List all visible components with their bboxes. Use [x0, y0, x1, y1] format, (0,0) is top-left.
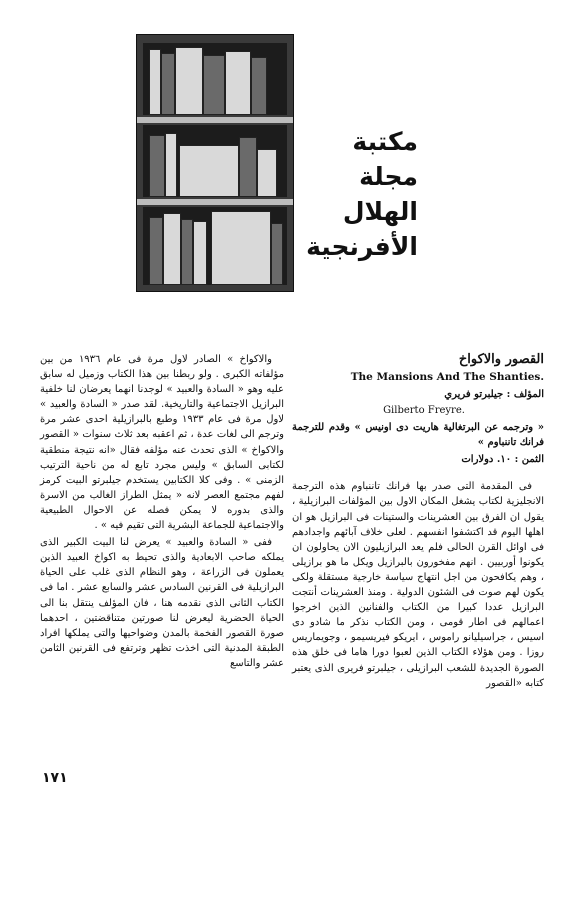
body-paragraph: ففى « السادة والعبيد » يعرض لنا البيت الكبير الذى يملكه صاحب الابعادية والذى تحيط به اكواخ العبيد الذين يعملون فى الزراعة ، وهو النظام الذى غلب على الحياة البرازيلية فى القرنين السادس عشر والسابع عشر . اما فى الكتاب الثانى الذى نقدمه هنا ، فان المؤلف ينتقل بنا الى الحياة الحضرية ليعرض لنا صورتين متناقضتين ، احدهما صورة القصور الفخمة بالمدن وضواحيها والتى يملكها افراد الطبقة المدنية التى اخذت تظهر وترتفع فى القرنين الثامن عشر والتاسع — [40, 537, 284, 669]
shelf-top — [143, 43, 287, 115]
title-line: الهلال — [342, 197, 418, 226]
left-column — [40, 352, 284, 673]
title-line: مكتبة — [352, 127, 418, 156]
body-paragraph: فى المقدمة التى صدر بها فرانك تاننباوم هذه الترجمة الانجليزية لكتاب يشغل المكان الاول بين المؤلفات البرازيلية ، يقول ان الفرق بين العشرينات والستينات فى البرازيل هو ان اهلها اليوم قد اكتشفوا انفسهم . لعلى خلاف آبائهم واجدادهم فى اوائل القرن الحالى فلم يعد البرازيليون الان يحاولون ان يكونوا أوربيين . انهم مفخورون بالبرازيل ويكل ما هو برازيلى ، وهم يكافحون من اجل انتهاج سياسة خارجية مستقلة ولكى يكون لهم صوت فى الشئون الدولية . ومنذ العشرينات أنتجت البرازيل عددا كبيرا من الكتاب والفنانين الذين اخرجوا اعمالهم فى اطار قومى ، ومن الكتاب نذكر ما شادو دى اسيس ، جراسيليانو راموس ، ايريكو فيريسيمو ، وجويماريس روزا . ومن هؤلاء الكتاب الذين لعبوا دورا هاما فى خلق هذه الصورة الجديدة للشعب البرازيلى ، جيلبرتو فريرى الذى يعتبر كتابه «القصور — [292, 481, 544, 689]
shelf-bottom — [143, 207, 287, 285]
page-number: ١٧١ — [42, 770, 68, 786]
review-title-en: The Mansions And The Shanties. — [350, 371, 544, 383]
right-column — [292, 352, 544, 693]
bookshelf-photo — [136, 34, 294, 292]
title-line: الأفرنجية — [306, 232, 418, 261]
review-title-ar: القصور والاكواخ — [458, 352, 544, 367]
body-paragraph: والاكواخ » الصادر لاول مرة فى عام ١٩٣٦ من بين مؤلفاته الكبرى . ولو ربطنا بين هذا الكتاب وزميل له سابق عليه وهو « السادة والعبيد » لوجدنا انهما يعرضان لنا خلفية البرازيل الاجتماعية والتاريخية. لقد صدر « السادة والعبيد » لاول مرة فى عام ١٩٣٣ وطبع بالبرازيلية احدى عشر مرة وترجم الى لغات عدة ، ثم اعقبه بعد ثلاث سنوات « القصور والاكواخ » الذى تحدث عنه مؤلفه فقال «انه نتيجة منطقية لكتابى السابق » وليس مجرد تابع له من ناحية الترتيب الزمنى » . وفى كلا الكتابين يستخدم جيلبرتو البيت كرمز لفهم مجتمع العصر لانه « يمثل الطراز الغالب من الاسرة والذى بدوره لا يمكن فصله عن الاحوال الطبيعية والاجتماعية للجماعة البشرية التى تقيم فيه » . — [40, 354, 284, 532]
shelf-middle — [143, 125, 287, 197]
title-line: مجلة — [359, 162, 418, 191]
author-en: Gilberto Freyre. — [383, 405, 465, 417]
price-line: الثمن : ١٠. دولارات — [461, 454, 544, 466]
translation-line: « وترجمه عن البرتغالية هاريت دى اونيس » وقدم للترجمة فرانك تاننباوم » — [292, 422, 544, 449]
section-title — [300, 124, 418, 264]
author-line: المؤلف : جيلبرتو فريري — [444, 389, 544, 400]
